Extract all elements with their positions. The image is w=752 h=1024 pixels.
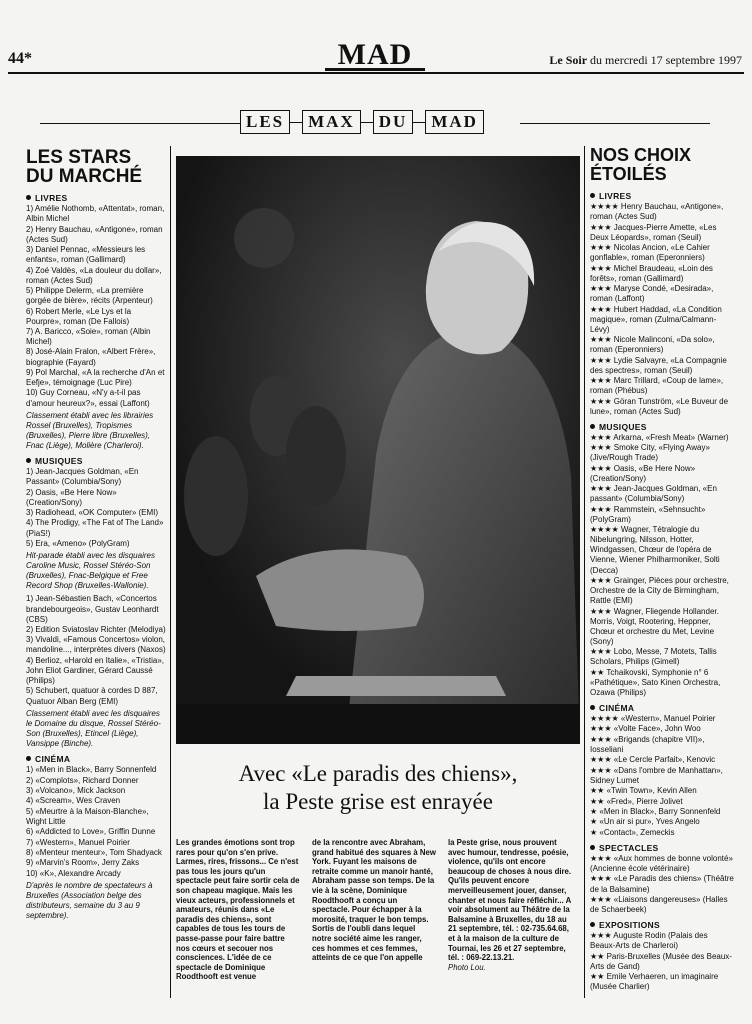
list-item: 1) Jean-Jacques Goldman, «En Passant» (Columbia/Sony) (26, 467, 139, 487)
list-item: ★★★ Hubert Haddad, «La Condition magique», roman (Zulma/Calmann-Lévy) (590, 304, 722, 334)
bullet-icon (590, 922, 595, 927)
list-item: 3) «Volcano», Mick Jackson (26, 785, 126, 795)
masthead-date (549, 53, 742, 68)
classical-list (26, 594, 166, 706)
list-item: 1) Amélie Nothomb, «Attentat», roman, Albin Michel (26, 204, 165, 224)
list-item: ★★★ Göran Tunström, «Le Buveur de lune», roman (Actes Sud) (590, 396, 729, 416)
list-item: ★ «Men in Black», Barry Sonnenfeld (590, 806, 721, 816)
list-item: 5) Schubert, quatuor à cordes D 887, Quatuor Alban Berg (EMI) (26, 686, 158, 706)
article-column-3: la Peste grise, nous prouvent avec humour, tendresse, poésie, violence, qu'ils ont encore beaucoup de choses à nous dire. Qu'ils peuvent encore merveilleusement jouer, danser, chanter et nous faire réfléchir... A voir absolument au Théâtre de la Balsamine à Bruxelles, du 18 au 21 septembre, tél. : 02-735.64.68, et à la maison de la culture de Tournai, les 26 et 27 septembre, tél. : 069-22.13.21. Photo Lou. (448, 838, 572, 972)
banner-word: DU (373, 110, 414, 134)
list-item: 6) «Addicted to Love», Griffin Dunne (26, 827, 156, 837)
list-item: ★★★ Rammstein, «Sehnsucht» (PolyGram) (590, 504, 706, 524)
bullet-icon (26, 195, 31, 200)
list-item: 6) Robert Merle, «Le Lys et la Pourpre», roman (De Fallois) (26, 306, 132, 326)
banner-word: MAX (302, 110, 361, 134)
livres-picks-list (590, 202, 735, 417)
list-item: ★★★★ Henry Bauchau, «Antigone», roman (Actes Sud) (590, 202, 724, 222)
musiques-note: Hit-parade établi avec les disquaires Caroline Music, Rossel Stéréo-Son (Bruxelles), Fnac-Belgique et Free Record Shop (Bruxelles-Wallonie). (26, 551, 155, 591)
list-item: ★★★ «Dans l'ombre de Manhattan», Sidney Lumet (590, 765, 723, 785)
list-item: ★★★ Jean-Jacques Goldman, «En passant» (Columbia/Sony) (590, 484, 717, 504)
list-item: ★★ Emile Verhaeren, un imaginaire (Musée Charlier) (590, 972, 719, 992)
list-item: 7) «Western», Manuel Poirier (26, 837, 130, 847)
bullet-icon (590, 424, 595, 429)
nos-choix-etoiles-column (590, 146, 735, 993)
list-item: ★★★ Arkarna, «Fresh Meat» (Warner) (590, 432, 729, 442)
list-item: ★★★ Michel Braudeau, «Loin des forêts», roman (Gallimard) (590, 263, 713, 283)
list-item: ★★★★ Wagner, Tétralogie du Nibelungring, Nilsson, Hotter, Windgassen, Chœur de l'opéra de Vienne, Wiener Philharmoniker, Solti (Decca) (590, 525, 720, 575)
logo-underline (325, 68, 425, 71)
list-item: ★★★ Smoke City, «Flying Away» (Jive/Rough Trade) (590, 443, 710, 463)
section-banner (240, 108, 484, 136)
photo-credit: Photo Lou. (448, 962, 486, 972)
list-item: ★★★ Nicole Malinconi, «Da solo», roman (Eperonniers) (590, 335, 715, 355)
list-item: 5) Era, «Ameno» (PolyGram) (26, 538, 130, 548)
list-item: 5) Philippe Delerm, «La première gorgée de bière», récits (Arpenteur) (26, 286, 153, 306)
list-item: ★★★ Auguste Rodin (Palais des Beaux-Arts de Charleroi) (590, 931, 708, 951)
list-item: ★★★ «Aux hommes de bonne volonté» (Ancienne école vétérinaire) (590, 853, 733, 874)
list-item: 2) «Complots», Richard Donner (26, 775, 139, 785)
bullet-icon (590, 193, 595, 198)
list-item: ★ «Un air si pur», Yves Angelo (590, 817, 700, 827)
list-item: 10) «K», Alexandre Arcady (26, 868, 121, 878)
list-item: ★★★ Marc Trillard, «Coup de lame», roman (Phébus) (590, 376, 724, 396)
list-item: ★★★ Maryse Condé, «Desirada», roman (Laffont) (590, 284, 714, 304)
list-item: 10) Guy Corneau, «N'y a-t-il pas d'amour heureux?», essai (Laffont) (26, 388, 150, 408)
expositions-picks-list (590, 931, 735, 992)
list-item: ★★★ Nicolas Ancion, «Le Cahier gonflable», roman (Eperonniers) (590, 243, 710, 263)
list-item: 2) Henry Bauchau, «Antigone», roman (Actes Sud) (26, 224, 163, 244)
list-item: ★★ Paris-Bruxelles (Musée des Beaux-Arts de Gand) (590, 951, 732, 971)
list-item: ★★★ Grainger, Pièces pour orchestre, Orchestre de la City de Birmingham, Rattle (EMI) (590, 575, 729, 606)
banner-word: MAD (425, 110, 484, 134)
section-heading-livres: LIVRES (26, 193, 166, 203)
list-item: 4) Zoé Valdès, «La douleur du dollar», roman (Actes Sud) (26, 265, 162, 285)
list-item: 2) Edition Sviatoslav Richter (Melodiya) (26, 625, 166, 634)
banner-dash (361, 122, 373, 123)
cinema-note: D'après le nombre de spectateurs à Bruxelles (Association belge des distributeurs, semaine du 3 au 9 septembre). (26, 880, 153, 921)
banner-dash (413, 122, 425, 123)
section-heading-spectacles: SPECTACLES (590, 843, 735, 853)
section-heading-livres: LIVRES (590, 191, 735, 201)
bullet-icon (26, 458, 31, 463)
left-column-title: LES STARS DU MARCHÉ (26, 147, 143, 187)
page-number: 44* (8, 50, 32, 67)
banner-line-left (40, 123, 240, 124)
header-rule (8, 72, 744, 74)
list-item: 8) «Menteur menteur», Tom Shadyack (26, 847, 162, 857)
column-rule-left (170, 146, 171, 998)
bullet-icon (26, 756, 31, 761)
list-item: 8) José-Alain Fralon, «Albert Frère», biographie (Fayard) (26, 347, 156, 367)
bullet-icon (590, 845, 595, 850)
issue-date: du mercredi 17 septembre 1997 (590, 53, 742, 67)
list-item: 5) «Meurtre à la Maison-Blanche», Wight Little (26, 806, 149, 826)
spectacles-picks-list (590, 854, 735, 915)
list-item: ★★ Tchaikovski, Symphonie n° 6 «Pathétique», Sato Kinen Orchestra, Ozawa (Philips) (590, 667, 721, 697)
classical-note: Classement établi avec les disquaires le Domaine du disque, Rossel Stéréo-Son (Bruxelles), Etincel (Liège), Vansippe (Binche). (26, 708, 161, 748)
list-item: ★★★ «Le Cercle Parfait», Kenovic (590, 755, 716, 765)
section-heading-musiques: MUSIQUES (26, 456, 166, 466)
list-item: ★★★ «Volte Face», John Woo (590, 724, 701, 734)
list-item: ★★★ Jacques-Pierre Amette, «Les Deux Léopards», roman (Seuil) (590, 222, 717, 242)
list-item: 3) Radiohead, «OK Computer» (EMI) (26, 508, 159, 518)
list-item: 3) Daniel Pennac, «Messieurs les enfants», roman (Gallimard) (26, 245, 146, 265)
cinema-picks-list (590, 714, 735, 838)
list-item: 9) «Marvin's Room», Jerry Zaks (26, 858, 140, 868)
banner-dash (290, 122, 302, 123)
section-heading-musiques: MUSIQUES (590, 422, 735, 432)
list-item: ★★ «Twin Town», Kevin Allen (590, 786, 697, 796)
right-column-title: NOS CHOIX ÉTOILÉS (590, 145, 692, 184)
newspaper-name: Le Soir (549, 53, 588, 67)
banner-line-right (520, 123, 710, 124)
list-item: 3) Vivaldi, «Famous Concertos» violon, mandoline..., interprètes divers (Naxos) (26, 635, 166, 655)
list-item: 1) Jean-Sébastien Bach, «Concertos brandebourgeois», Gustav Leonhardt (CBS) (26, 594, 159, 624)
section-heading-cinema: CINÉMA (590, 703, 735, 713)
list-item: 7) A. Baricco, «Soie», roman (Albin Michel) (26, 327, 151, 347)
list-item: 2) Oasis, «Be Here Now» (Creation/Sony) (26, 487, 117, 507)
cinema-list (26, 765, 166, 879)
article-column-1: Les grandes émotions sont trop rares pour qu'on s'en prive. Larmes, rires, frissons... Ce n'est pas tous les jours qu'un spectacle peut faire sortir cela de son chapeau magique. Mais les vieux acteurs, professionnels et amateurs, réunis dans «Le paradis des chiens», sont capables de tous les tours de passe-passe pour faire battre nos cœurs et secouer nos consciences. L'idée de ce spectacle de Dominique Roodthooft est venue (176, 838, 300, 982)
list-item: ★★★★ «Western», Manuel Poirier (590, 714, 716, 724)
article-column-2: de la rencontre avec Abraham, grand habitué des squares à New York. Fuyant les maisons de retraite comme un manoir hanté, Abraham passe son temps. De la vie à la scène, Dominique Roodthooft a conçu un spectacle. Pour échapper à la morosité, traquer le bon temps. Sortis de l'oubli dans lequel notre société aime les ranger, ces hommes et ces femmes, atteints de ce que l'on appelle (312, 838, 436, 963)
list-item: ★★★ «Le Paradis des chiens» (Théâtre de la Balsamine) (590, 874, 734, 894)
section-heading-expositions: EXPOSITIONS (590, 920, 735, 930)
livres-list (26, 204, 166, 409)
list-item: 1) «Men in Black», Barry Sonnenfeld (26, 765, 157, 775)
list-item: 4) Berlioz, «Harold en Italie», «Tristia», John Eliot Gardiner, Gérard Caussé (Philips) (26, 655, 164, 686)
musiques-picks-list (590, 433, 735, 698)
stars-du-marche-column (26, 148, 166, 924)
list-item: ★★★ «Brigands (chapitre VII)», Iosseliani (590, 734, 705, 754)
list-item: ★ «Contact», Zemeckis (590, 827, 675, 837)
article-photo (176, 156, 580, 744)
bullet-icon (590, 705, 595, 710)
list-item: ★★★ Lydie Salvayre, «La Compagnie des spectres», roman (Seuil) (590, 355, 727, 375)
banner-word: LES (240, 110, 290, 134)
list-item: ★★★ Oasis, «Be Here Now» (Creation/Sony) (590, 463, 696, 483)
column-rule-right (584, 146, 585, 998)
list-item: 4) The Prodigy, «The Fat of The Land» (PiaS!) (26, 518, 164, 538)
list-item: 4) «Scream», Wes Craven (26, 796, 121, 806)
list-item: ★★★ Lobo, Messe, 7 Motets, Tallis Scholars, Philips (Gimell) (590, 647, 717, 667)
section-heading-cinema: CINÉMA (26, 754, 166, 764)
list-item: ★★★ Wagner, Fliegende Hollander. Morris, Voigt, Rootering, Heppner, Chœur et orchestre du Met, Levine (Sony) (590, 606, 719, 646)
list-item: ★★ «Fred», Pierre Jolivet (590, 796, 683, 806)
list-item: ★★★ «Liaisons dangereuses» (Halles de Schaerbeek) (590, 894, 728, 914)
article-headline: Avec «Le paradis des chiens», la Peste grise est enrayée (238, 761, 518, 814)
livres-note: Classement établi avec les librairies Rossel (Bruxelles), Tropismes (Bruxelles), Pierre libre (Bruxelles), Fnac (Liège), Molière (Charleroi). (26, 410, 154, 450)
list-item: 9) Pol Marchal, «A la recherche d'An et Eefje», témoignage (Luc Pire) (26, 367, 165, 388)
musiques-list (26, 467, 166, 549)
section-logo: MAD (337, 38, 413, 71)
